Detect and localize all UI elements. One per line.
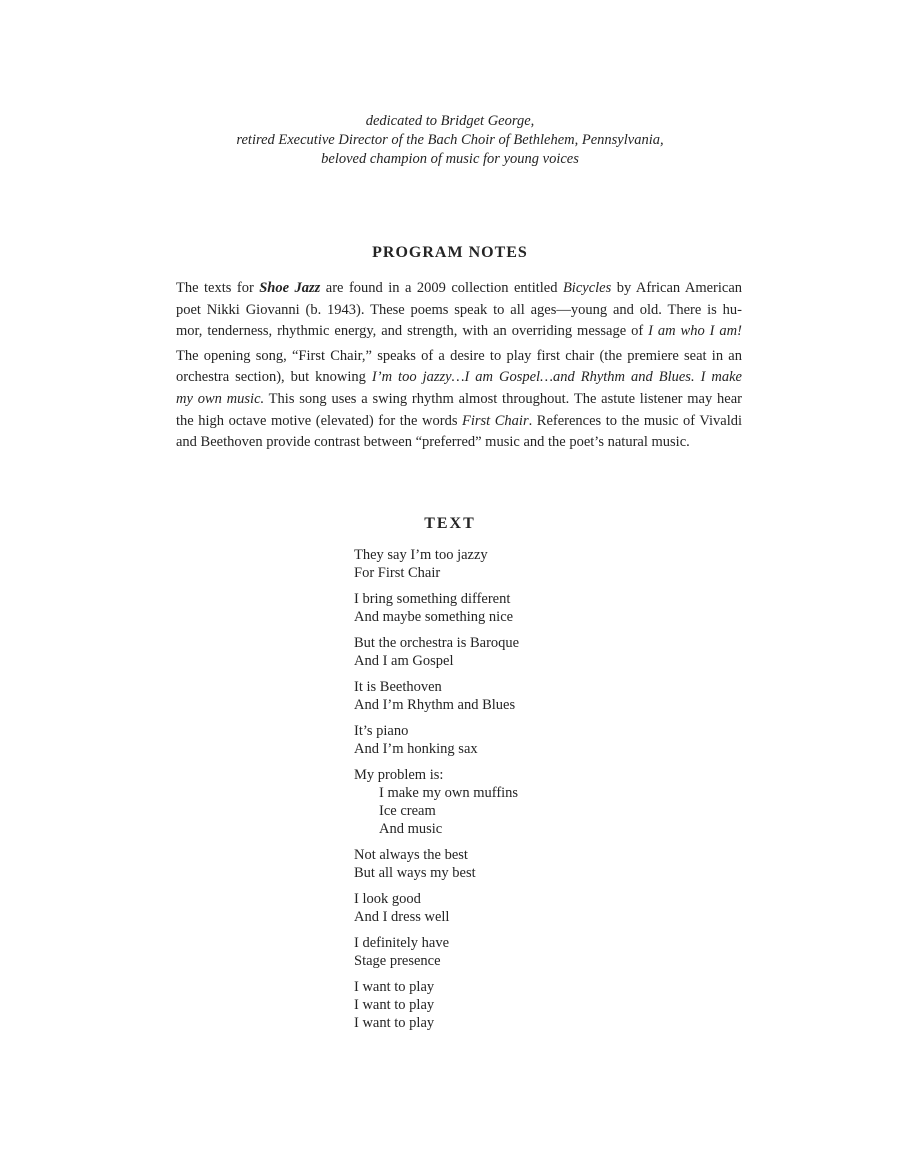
notes-line bbox=[176, 367, 742, 389]
text-segment: Shoe Jazz bbox=[259, 280, 321, 296]
text-segment: are found in a 2009 collection entitled bbox=[320, 280, 563, 296]
text-segment: Bicycles bbox=[562, 280, 612, 296]
poem-line: It’s piano bbox=[354, 723, 409, 739]
poem-line: Stage presence bbox=[354, 953, 441, 969]
text-segment: by African American bbox=[611, 280, 743, 296]
poem-stanza bbox=[354, 722, 519, 758]
text-segment: This song uses a swing rhythm almost throughout. The astute listener may hear bbox=[264, 390, 742, 407]
notes-paragraph bbox=[176, 278, 742, 343]
text-segment: The opening song, “First Chair,” speaks of a desire to play first chair (the premiere seat in an bbox=[176, 347, 742, 364]
notes-paragraph bbox=[176, 346, 742, 454]
text-segment: I am who I am! bbox=[648, 323, 742, 340]
text-segment: I’m too jazzy…I am Gospel…and Rhythm and Blues. I make bbox=[371, 369, 742, 386]
poem-line: And I dress well bbox=[354, 909, 450, 925]
dedication bbox=[0, 112, 900, 169]
text-segment: mor, tenderness, rhythmic energy, and strength, with an overriding message of bbox=[176, 323, 649, 340]
notes-line bbox=[176, 300, 742, 322]
poem-line: They say I’m too jazzy bbox=[354, 547, 488, 563]
poem-stanza bbox=[354, 934, 519, 970]
poem-stanza bbox=[354, 634, 519, 670]
text-segment: . References to the music of Vivaldi bbox=[528, 412, 742, 429]
poem-line: And I’m Rhythm and Blues bbox=[354, 697, 516, 713]
poem-line: For First Chair bbox=[354, 565, 441, 581]
poem-line: I want to play bbox=[354, 1015, 435, 1031]
poem-line: My problem is: bbox=[354, 767, 444, 783]
poem-stanza bbox=[354, 846, 519, 882]
notes-line bbox=[176, 321, 742, 343]
poem-line: Ice cream bbox=[379, 803, 436, 819]
dedication-line: beloved champion of music for young voices bbox=[321, 151, 579, 167]
poem-line: I definitely have bbox=[354, 935, 450, 951]
text-segment: my own music. bbox=[176, 390, 265, 407]
program-notes-body bbox=[176, 278, 742, 454]
poem-stanza bbox=[354, 766, 519, 838]
poem-line: And maybe something nice bbox=[354, 609, 514, 625]
poem bbox=[354, 546, 519, 1040]
poem-stanza bbox=[354, 546, 519, 582]
poem-stanza bbox=[354, 590, 519, 626]
dedication-line: dedicated to Bridget George, bbox=[365, 113, 535, 129]
poem-stanza bbox=[354, 978, 519, 1032]
text-heading: TEXT bbox=[424, 515, 476, 532]
poem-line: And music bbox=[379, 821, 443, 837]
poem-line: It is Beethoven bbox=[354, 679, 442, 695]
poem-line: But all ways my best bbox=[354, 865, 476, 881]
text-segment: The texts for bbox=[176, 280, 260, 296]
text-segment: First Chair bbox=[462, 412, 529, 429]
text-segment: the high octave motive (elevated) for the words bbox=[176, 412, 463, 429]
poem-line: I make my own muffins bbox=[379, 785, 519, 801]
poem-stanza bbox=[354, 890, 519, 926]
notes-line bbox=[176, 411, 742, 433]
program-notes-heading: PROGRAM NOTES bbox=[372, 244, 528, 261]
notes-line bbox=[176, 346, 742, 368]
poem-line: Not always the best bbox=[354, 847, 468, 863]
dedication-line: retired Executive Director of the Bach Choir of Bethlehem, Pennsylvania, bbox=[236, 132, 664, 148]
poem-stanza bbox=[354, 678, 519, 714]
text-segment: and Beethoven provide contrast between “preferred” music and the poet’s natural music. bbox=[176, 434, 690, 451]
notes-line bbox=[176, 432, 742, 454]
poem-line: I want to play bbox=[354, 997, 435, 1013]
notes-line bbox=[176, 389, 742, 411]
poem-line: I want to play bbox=[354, 979, 435, 995]
text-segment: poet Nikki Giovanni (b. 1943). These poems speak to all ages—young and old. There is hu- bbox=[176, 301, 742, 318]
poem-line: I look good bbox=[354, 891, 421, 907]
poem-line: And I am Gospel bbox=[354, 653, 454, 669]
text-segment: orchestra section), but knowing bbox=[176, 369, 372, 386]
poem-line: But the orchestra is Baroque bbox=[354, 635, 520, 651]
poem-line: I bring something different bbox=[354, 591, 511, 607]
notes-line bbox=[176, 278, 742, 300]
poem-line: And I’m honking sax bbox=[354, 741, 478, 757]
